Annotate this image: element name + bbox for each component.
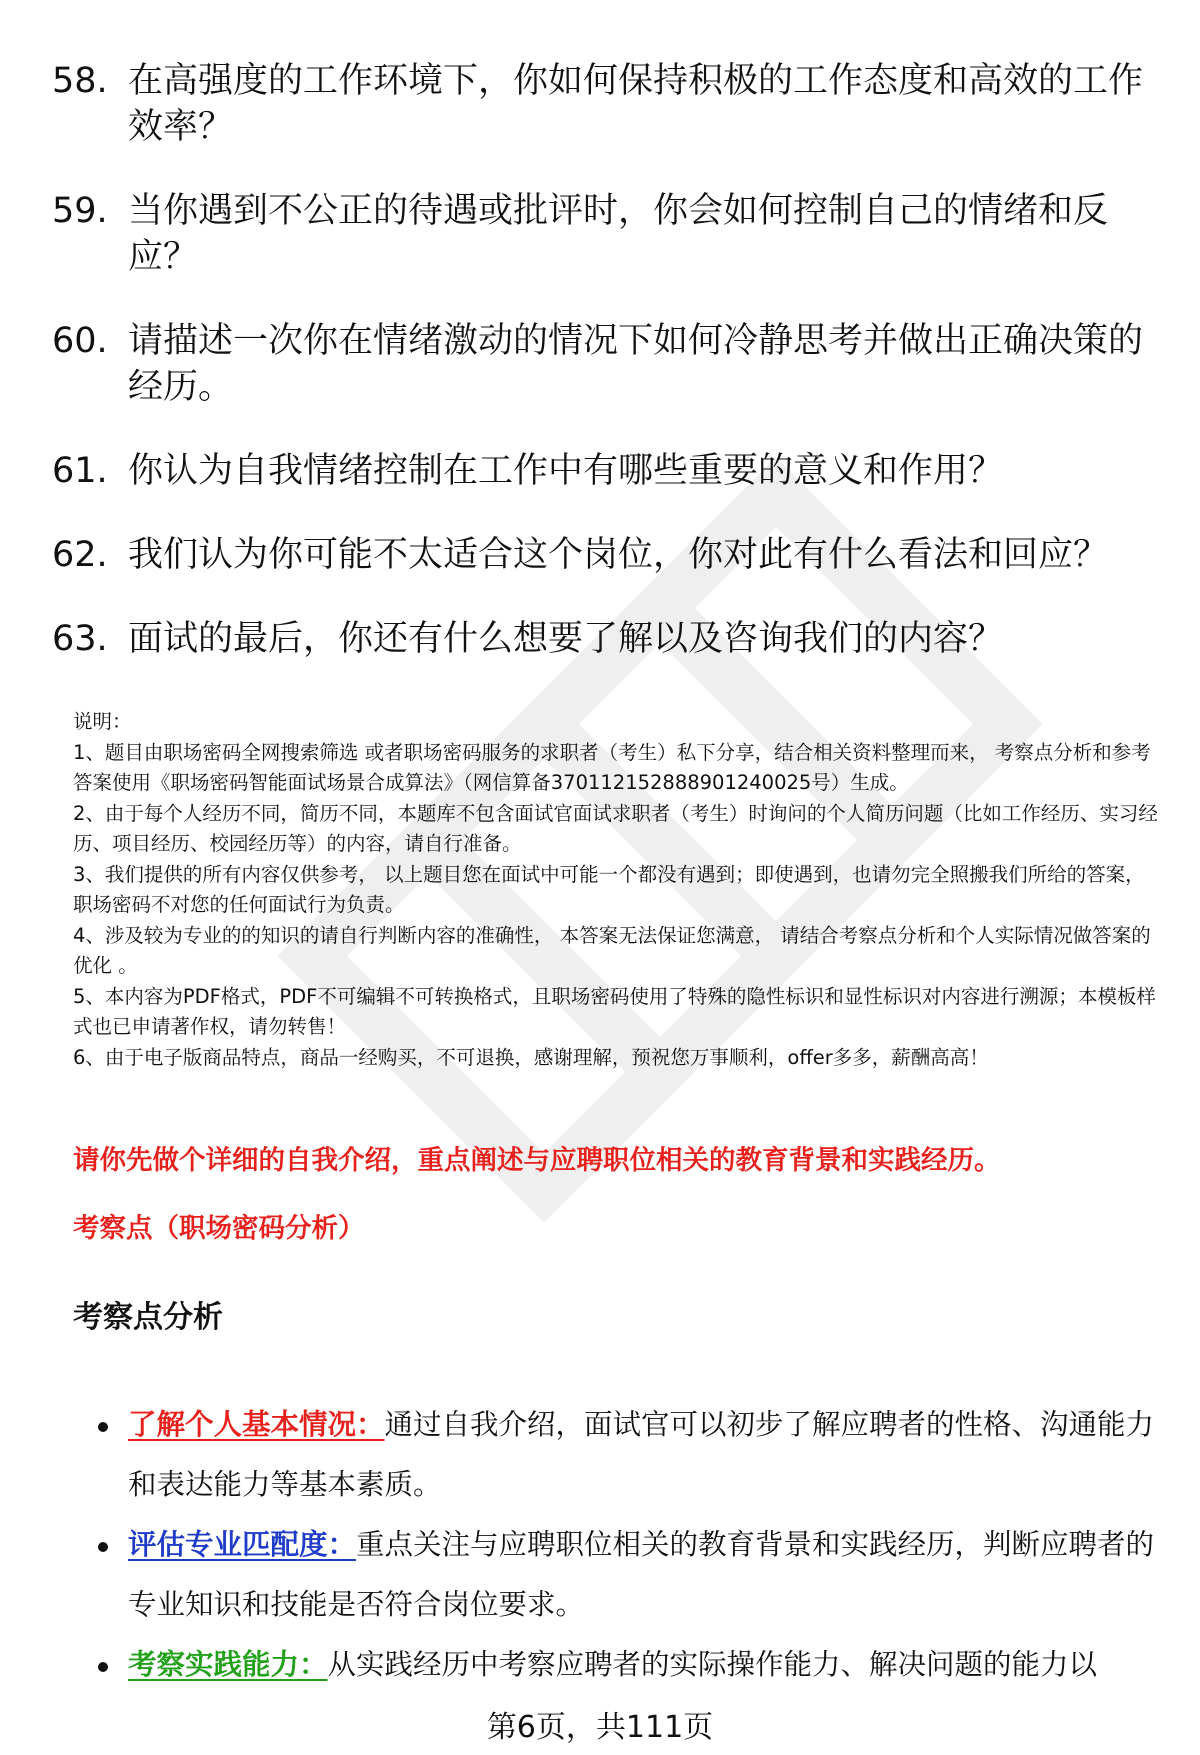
page-footer: 第6页，共111页: [486, 1710, 714, 1745]
note-item: 2、由于每个人经历不同，简历不同，本题库不包含面试官面试求职者（考生）时询问的个人简历问题（比如工作经历、实习经历、项目经历、校园经历等）的内容，请自行准备。: [73, 801, 1158, 855]
analysis-bullet-list: [98, 1395, 1158, 1695]
note-item: 6、由于电子版商品特点，商品一经购买，不可退换，感谢理解，预祝您万事顺利，offer多多，薪酬高高！: [73, 1045, 989, 1069]
bullet-item: [98, 1635, 1158, 1695]
question-number: 59.: [52, 191, 108, 231]
question-number: 62.: [52, 535, 108, 575]
question-text: 当你遇到不公正的待遇或批评时，你会如何控制自己的情绪和反应？: [128, 191, 1109, 277]
question-item: [52, 532, 1152, 578]
note-item: 4、涉及较为专业的的知识的请自行判断内容的准确性， 本答案无法保证您满意， 请结合考察点分析和个人实际情况做答案的优化 。: [73, 923, 1151, 977]
question-number: 60.: [52, 321, 108, 361]
bullet-text: 通过自我介绍，面试官可以初步了解应聘者的性格、沟通能力和表达能力等基本素质。: [128, 1408, 1155, 1501]
question-item: [52, 58, 1152, 150]
bullet-text: 重点关注与应聘职位相关的教育背景和实践经历，判断应聘者的专业知识和技能是否符合岗位要求。: [128, 1528, 1155, 1621]
question-item: [52, 318, 1152, 410]
bullet-item: [98, 1395, 1158, 1515]
note-item: 5、本内容为PDF格式，PDF不可编辑不可转换格式，且职场密码使用了特殊的隐性标识和显性标识对内容进行溯源；本模板样式也已申请著作权，请勿转售！: [73, 984, 1156, 1038]
analysis-subheading: 考察点（职场密码分析）: [73, 1213, 365, 1244]
bullet-item: [98, 1515, 1158, 1635]
question-number: 63.: [52, 619, 108, 659]
interview-question-heading: 请你先做个详细的自我介绍，重点阐述与应聘职位相关的教育背景和实践经历。: [73, 1145, 1001, 1176]
notes-title: 说明：: [73, 710, 132, 733]
question-number: 61.: [52, 451, 108, 491]
bullet-dot-icon: [98, 1422, 108, 1432]
note-item: 3、我们提供的所有内容仅供参考， 以上题目您在面试中可能一个都没有遇到；即使遇到，也请勿完全照搬我们所给的答案，职场密码不对您的任何面试行为负责。: [73, 862, 1145, 916]
question-text: 请描述一次你在情绪激动的情况下如何冷静思考并做出正确决策的经历。: [128, 321, 1144, 407]
bullet-dot-icon: [98, 1662, 108, 1672]
question-item: [52, 616, 1152, 662]
analysis-heading: 考察点分析: [73, 1300, 223, 1335]
question-text: 在高强度的工作环境下，你如何保持积极的工作态度和高效的工作效率？: [128, 61, 1144, 147]
question-number: 58.: [52, 61, 108, 101]
question-item: [52, 188, 1152, 280]
note-item: 1、题目由职场密码全网搜索筛选 或者职场密码服务的求职者（考生）私下分享，结合相关资料整理而来， 考察点分析和参考答案使用《职场密码智能面试场景合成算法》（网信算备370112152888901240025号）生成。: [73, 740, 1151, 794]
question-text: 面试的最后，你还有什么想要了解以及咨询我们的内容？: [128, 619, 1004, 659]
bullet-label: 评估专业匹配度：: [128, 1528, 357, 1561]
bullet-text: 从实践经历中考察应聘者的实际操作能力、解决问题的能力以: [327, 1648, 1098, 1681]
bullet-label: 考察实践能力：: [128, 1648, 328, 1681]
bullet-dot-icon: [98, 1542, 108, 1552]
question-item: [52, 448, 1152, 494]
question-text: 我们认为你可能不太适合这个岗位，你对此有什么看法和回应？: [128, 535, 1109, 575]
question-list: [52, 58, 1152, 700]
bullet-label: 了解个人基本情况：: [128, 1408, 385, 1441]
question-text: 你认为自我情绪控制在工作中有哪些重要的意义和作用？: [128, 451, 1004, 491]
notes-section: [73, 707, 1163, 1073]
